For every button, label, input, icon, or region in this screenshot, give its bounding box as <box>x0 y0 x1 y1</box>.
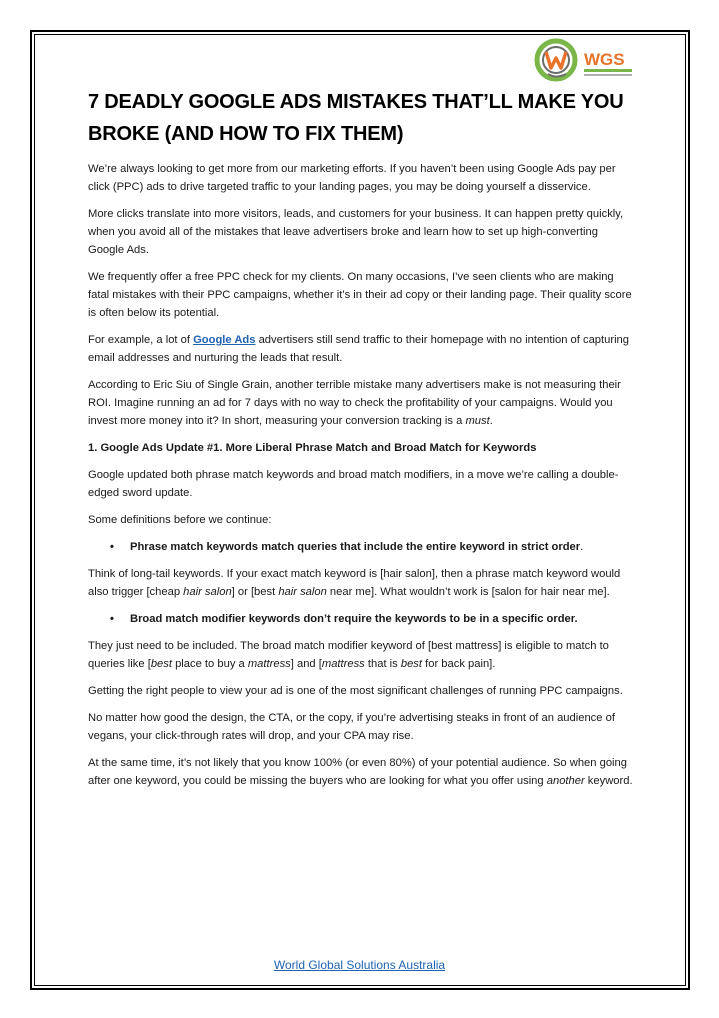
paragraph: No matter how good the design, the CTA, or the copy, if you’re advertising steaks in front of an audience of vegans, your click-through rates will drop, and your CPA may rise. <box>88 712 615 742</box>
paragraph: We’re always looking to get more from our marketing efforts. If you haven’t been using Google Ads pay per click (PPC) ads to drive targeted traffic to your landing pages, you may be doing yourself a disservice. <box>88 163 616 193</box>
paragraph: We frequently offer a free PPC check for my clients. On many occasions, I’ve seen clients who are making fatal mistakes with their PPC campaigns, whether it’s in their ad copy or their landing page. Their quality score is often below its potential. <box>88 271 632 319</box>
wgs-logo <box>534 38 638 82</box>
section-heading: 1. Google Ads Update #1. More Liberal Phrase Match and Broad Match for Keywords <box>88 442 537 454</box>
footer-link[interactable]: World Global Solutions Australia <box>273 958 446 972</box>
article-body <box>88 160 634 799</box>
bullet-icon: • <box>110 613 114 625</box>
paragraph: More clicks translate into more visitors, leads, and customers for your business. It can happen pretty quickly, when you avoid all of the mistakes that leave advertisers broke and learn how to set up high-converting Google Ads. <box>88 208 624 256</box>
page-title: 7 DEADLY GOOGLE ADS MISTAKES THAT’LL MAKE YOU BROKE (AND HOW TO FIX THEM) <box>88 91 624 145</box>
paragraph: Some definitions before we continue: <box>88 514 272 526</box>
bullet-item: • Phrase match keywords match queries that include the entire keyword in strict order. <box>88 538 634 556</box>
google-ads-link[interactable]: Google Ads <box>193 334 256 346</box>
paragraph: According to Eric Siu of Single Grain, another terrible mistake many advertisers make is not measuring their ROI. Imagine running an ad for 7 days with no way to check the profitability of your campaigns. Would you invest more money into it? In short, measuring your conversion tracking is a must. <box>88 379 621 427</box>
paragraph: Google updated both phrase match keywords and broad match modifiers, in a move we’re calling a double-edged sword update. <box>88 469 619 499</box>
bullet-item: • Broad match modifier keywords don’t require the keywords to be in a specific order. <box>88 610 634 628</box>
paragraph: Getting the right people to view your ad is one of the most significant challenges of running PPC campaigns. <box>88 685 623 697</box>
paragraph: For example, a lot of Google Ads advertisers still send traffic to their homepage with no intention of capturing email addresses and nurturing the leads that result. <box>88 334 630 364</box>
paragraph: At the same time, it’s not likely that you know 100% (or even 80%) of your potential audience. So when going after one keyword, you could be missing the buyers who are looking for what you offer using another keyword. <box>88 757 633 787</box>
svg-text:WGS: WGS <box>584 50 625 69</box>
bullet-icon: • <box>110 541 114 553</box>
paragraph: They just need to be included. The broad match modifier keyword of [best mattress] is eligible to match to queries like [best place to buy a mattress] and [mattress that is best for back pain]. <box>88 640 609 670</box>
paragraph: Think of long-tail keywords. If your exact match keyword is [hair salon], then a phrase match keyword would also trigger [cheap hair salon] or [best hair salon near me]. What wouldn’t work is [salon for hair near me]. <box>88 568 621 598</box>
